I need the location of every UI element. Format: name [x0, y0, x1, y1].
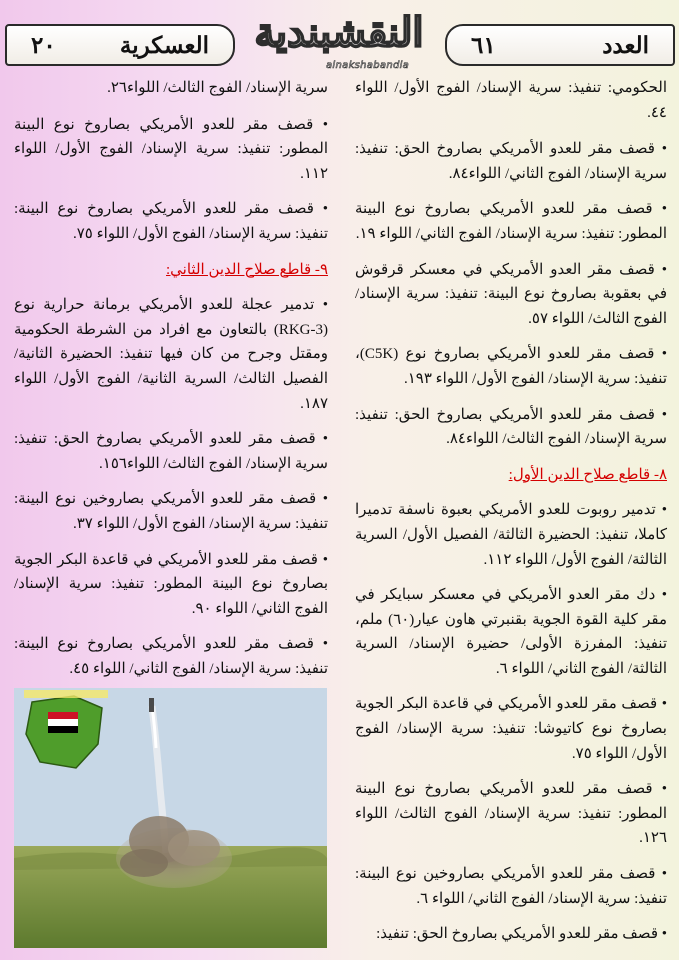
- issue-label: العدد: [602, 31, 649, 59]
- paragraph: • قصف مقر للعدو الأمريكي بصاروخ نوع (C5K)، تنفيذ: سرية الإسناد/ الفوج الأول/ اللواء ١٩٣.: [355, 346, 667, 387]
- paragraph: الحكومي: تنفيذ: سرية الإسناد/ الفوج الأول/ اللواء ٤٤.: [355, 80, 667, 121]
- left-column: [14, 76, 328, 692]
- paragraph: • قصف مقر للعدو الأمريكي في قاعدة البكر الجوية بصاروخ نوع البينة المطور: تنفيذ: سرية الإسناد/ الفوج الثاني/ اللواء ٩٠.: [14, 551, 328, 617]
- paragraph: • قصف مقر للعدو الأمريكي بصاروخ الحق: تنفيذ: سرية الإسناد/ الفوج الثالث/ اللواء١٥٦.: [14, 431, 328, 472]
- section-title: العسكرية: [119, 31, 209, 59]
- paragraph: سرية الإسناد/ الفوج الثالث/ اللواء٢٦.: [107, 80, 328, 96]
- issue-tab: [445, 24, 675, 66]
- section-tab: [5, 24, 235, 66]
- paragraph: • قصف مقر للعدو الأمريكي بصاروخ نوع البينة المطور: تنفيذ: سرية الإسناد/ الفوج الأول/ اللواء ١١٢.: [14, 116, 328, 182]
- paragraph: • قصف مقر للعدو الأمريكي بصاروخ الحق: تنفيذ:: [376, 926, 667, 943]
- paragraph: • قصف مقر للعدو الأمريكي بصاروخين نوع البينة: تنفيذ: سرية الإسناد/ الفوج الأول/ اللواء ٣٧.: [14, 491, 328, 532]
- section-heading: ٨- قاطع صلاح الدين الأول:: [508, 466, 667, 483]
- paragraph: • قصف مقر للعدو الأمريكي بصاروخين نوع البينة: تنفيذ: سرية الإسناد/ الفوج الثاني/ اللواء ٦.: [355, 866, 667, 907]
- paragraph: • قصف مقر للعدو الأمريكي بصاروخ نوع البينة: تنفيذ: سرية الإسناد/ الفوج الثاني/ اللواء ٤٥.: [14, 636, 328, 677]
- paragraph: • قصف مقر للعدو الأمريكي بصاروخ نوع البينة: تنفيذ: سرية الإسناد/ الفوج الأول/ اللواء ٧٥.: [14, 201, 328, 242]
- logo-url: alnakshabandia: [326, 60, 410, 71]
- paragraph: • دك مقر العدو الأمريكي في معسكر سبايكر في مقر كلية القوة الجوية بقنبرتي هاون عيار(٦٠) ملم، تنفيذ: المفرزة الأولى/ حضيرة الإسناد/ السرية الثالثة/ الفوج الثاني/ اللواء ٦.: [355, 587, 667, 677]
- page-number: ٢٠: [31, 31, 56, 59]
- section-heading: ٩- قاطع صلاح الدين الثاني:: [166, 261, 328, 278]
- rocket-launch-illustration: [14, 688, 327, 948]
- paragraph: • قصف مقر للعدو الأمريكي في قاعدة البكر الجوية بصاروخ نوع كاتيوشا: تنفيذ: سرية الإسناد/ الفوج الأول/ اللواء ٧٥.: [355, 696, 667, 762]
- rocket-icon: [149, 698, 154, 712]
- paragraph: • تدمير عجلة للعدو الأمريكي برمانة حرارية نوع (RKG-3) بالتعاون مع افراد من الشرطة الحكومية ومقتل وجرح من كان فيها تنفيذ: الحضيرة الثانية/ الفصيل الثالث/ السرية الثانية/ الفوج الأول/ اللواء ١٨٧.: [14, 297, 328, 412]
- paragraph: • قصف مقر للعدو الأمريكي بصاروخ الحق: تنفيذ: سرية الإسناد/ الفوج الثاني/ اللواء٨٤.: [355, 141, 667, 182]
- rocket-launch-photo: [14, 688, 327, 948]
- iraq-map-emblem: [22, 690, 110, 772]
- issue-number: ٦١: [471, 31, 496, 59]
- paragraph: • قصف مقر العدو الأمريكي في معسكر قرقوش في بعقوبة بصاروخ نوع البينة: تنفيذ: سرية الإسناد/ الفوج الثالث/ اللواء ٥٧.: [355, 261, 667, 327]
- paragraph: • تدمير روبوت للعدو الأمريكي بعبوة ناسفة تدميرا كاملا، تنفيذ: الحضيرة الثالثة/ الفصيل الأول/ السرية الثالثة/ الفوج الأول/ اللواء ١١٢.: [355, 502, 667, 568]
- paragraph: • قصف مقر للعدو الأمريكي بصاروخ الحق: تنفيذ: سرية الإسناد/ الفوج الثالث/ اللواء٨٤.: [355, 406, 667, 448]
- paragraph: • قصف مقر للعدو الأمريكي بصاروخ نوع البينة المطور: تنفيذ: سرية الإسناد/ الفوج الثاني/ اللواء ١٩.: [355, 201, 667, 242]
- paragraph: • قصف مقر للعدو الأمريكي بصاروخ نوع البينة المطور: تنفيذ: سرية الإسناد/ الفوج الثالث/ اللواء ١٢٦.: [355, 781, 667, 847]
- right-column: [355, 76, 667, 958]
- page-header: [0, 0, 679, 78]
- magazine-logo: النقشبندية: [254, 9, 424, 56]
